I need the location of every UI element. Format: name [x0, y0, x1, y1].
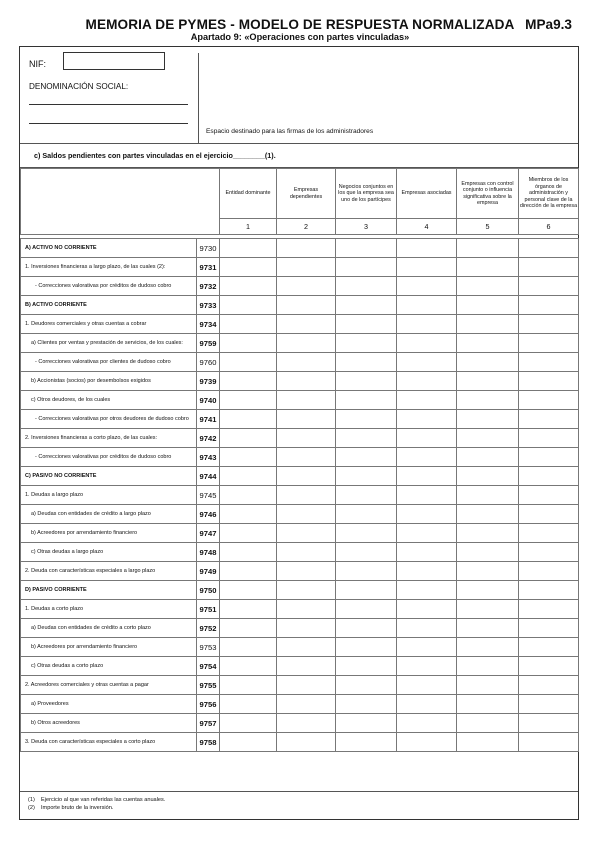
input-cell-col-5[interactable]: [457, 467, 519, 486]
input-cell-col-4[interactable]: [397, 543, 457, 562]
input-cell-col-6[interactable]: [519, 714, 579, 733]
row-label: c) Otros deudores, de los cuales: [21, 391, 197, 410]
input-cell-col-6[interactable]: [519, 239, 579, 258]
table-row: [21, 296, 579, 315]
input-cell-col-5[interactable]: [457, 239, 519, 258]
balances-table: [20, 168, 579, 752]
input-cell-col-2[interactable]: [277, 486, 336, 505]
input-cell-col-6[interactable]: [519, 505, 579, 524]
input-cell-col-3[interactable]: [336, 467, 397, 486]
table-row: [21, 714, 579, 733]
row-code: 9749: [197, 562, 220, 581]
input-cell-col-1[interactable]: [220, 581, 277, 600]
input-cell-col-3[interactable]: [336, 676, 397, 695]
table-row: [21, 391, 579, 410]
input-cell-col-1[interactable]: [220, 315, 277, 334]
input-cell-col-5[interactable]: [457, 410, 519, 429]
input-cell-col-5[interactable]: [457, 391, 519, 410]
footnote-number: (2): [28, 805, 35, 811]
input-cell-col-6[interactable]: [519, 486, 579, 505]
input-cell-col-5[interactable]: [457, 657, 519, 676]
column-header-3: Negocios conjuntos en los que la empresa sea uno de los partícipes: [336, 169, 397, 219]
input-cell-col-4[interactable]: [397, 429, 457, 448]
input-cell-col-3[interactable]: [336, 372, 397, 391]
row-label: - Correcciones valorativas por créditos de dudoso cobro: [21, 277, 197, 296]
input-cell-col-4[interactable]: [397, 676, 457, 695]
input-cell-col-4[interactable]: [397, 448, 457, 467]
input-cell-col-4[interactable]: [397, 581, 457, 600]
table-row: [21, 676, 579, 695]
footnote-text: Importe bruto de la inversión.: [41, 805, 114, 811]
denominacion-line-1[interactable]: [29, 104, 188, 105]
input-cell-col-5[interactable]: [457, 733, 519, 752]
input-cell-col-5[interactable]: [457, 315, 519, 334]
row-code: 9758: [197, 733, 220, 752]
input-cell-col-3[interactable]: [336, 277, 397, 296]
input-cell-col-5[interactable]: [457, 619, 519, 638]
input-cell-col-1[interactable]: [220, 733, 277, 752]
input-cell-col-3[interactable]: [336, 448, 397, 467]
row-code: 9753: [197, 638, 220, 657]
input-cell-col-4[interactable]: [397, 391, 457, 410]
input-cell-col-3[interactable]: [336, 391, 397, 410]
input-cell-col-2[interactable]: [277, 638, 336, 657]
input-cell-col-2[interactable]: [277, 562, 336, 581]
input-cell-col-3[interactable]: [336, 600, 397, 619]
input-cell-col-4[interactable]: [397, 733, 457, 752]
input-cell-col-2[interactable]: [277, 676, 336, 695]
input-cell-col-2[interactable]: [277, 733, 336, 752]
table-row: [21, 467, 579, 486]
input-cell-col-5[interactable]: [457, 543, 519, 562]
input-cell-col-2[interactable]: [277, 448, 336, 467]
input-cell-col-4[interactable]: [397, 277, 457, 296]
input-cell-col-3[interactable]: [336, 505, 397, 524]
input-cell-col-1[interactable]: [220, 695, 277, 714]
row-label: 1. Deudores comerciales y otras cuentas a cobrar: [21, 315, 197, 334]
input-cell-col-2[interactable]: [277, 410, 336, 429]
row-code: 9741: [197, 410, 220, 429]
input-cell-col-1[interactable]: [220, 277, 277, 296]
table-bottom-line: [20, 791, 578, 792]
row-label: 1. Inversiones financieras a largo plazo, de las cuales (2):: [21, 258, 197, 277]
column-number-1: 1: [220, 219, 277, 235]
input-cell-col-1[interactable]: [220, 334, 277, 353]
input-cell-col-2[interactable]: [277, 334, 336, 353]
input-cell-col-5[interactable]: [457, 581, 519, 600]
input-cell-col-1[interactable]: [220, 543, 277, 562]
input-cell-col-2[interactable]: [277, 619, 336, 638]
input-cell-col-4[interactable]: [397, 410, 457, 429]
input-cell-col-3[interactable]: [336, 429, 397, 448]
input-cell-col-4[interactable]: [397, 505, 457, 524]
input-cell-col-5[interactable]: [457, 524, 519, 543]
input-cell-col-4[interactable]: [397, 562, 457, 581]
input-cell-col-6[interactable]: [519, 429, 579, 448]
table-row: [21, 600, 579, 619]
input-cell-col-5[interactable]: [457, 353, 519, 372]
input-cell-col-4[interactable]: [397, 524, 457, 543]
input-cell-col-1[interactable]: [220, 714, 277, 733]
input-cell-col-2[interactable]: [277, 581, 336, 600]
input-cell-col-1[interactable]: [220, 600, 277, 619]
table-row: [21, 695, 579, 714]
nif-field[interactable]: [63, 52, 165, 70]
row-label: a) Proveedores: [21, 695, 197, 714]
input-cell-col-1[interactable]: [220, 562, 277, 581]
input-cell-col-6[interactable]: [519, 676, 579, 695]
row-label: c) Otras deudas a corto plazo: [21, 657, 197, 676]
table-row: [21, 505, 579, 524]
row-code: 9750: [197, 581, 220, 600]
input-cell-col-4[interactable]: [397, 296, 457, 315]
table-row: [21, 448, 579, 467]
row-code: 9742: [197, 429, 220, 448]
input-cell-col-5[interactable]: [457, 695, 519, 714]
input-cell-col-6[interactable]: [519, 258, 579, 277]
input-cell-col-5[interactable]: [457, 372, 519, 391]
input-cell-col-2[interactable]: [277, 315, 336, 334]
row-code: 9739: [197, 372, 220, 391]
input-cell-col-2[interactable]: [277, 695, 336, 714]
row-label: 2. Deuda con características especiales a largo plazo: [21, 562, 197, 581]
footnote-number: (1): [28, 797, 35, 803]
table-row: [21, 657, 579, 676]
row-label: 1. Deudas a largo plazo: [21, 486, 197, 505]
input-cell-col-2[interactable]: [277, 505, 336, 524]
input-cell-col-4[interactable]: [397, 467, 457, 486]
input-cell-col-6[interactable]: [519, 600, 579, 619]
column-header-5: Empresas con control conjunto o influencia significativa sobre la empresa: [457, 169, 519, 219]
row-label: b) Accionistas (socios) por desembolsos exigidos: [21, 372, 197, 391]
nif-label: NIF:: [29, 59, 46, 69]
input-cell-col-5[interactable]: [457, 277, 519, 296]
row-code: 9752: [197, 619, 220, 638]
row-code: 9740: [197, 391, 220, 410]
input-cell-col-3[interactable]: [336, 486, 397, 505]
input-cell-col-6[interactable]: [519, 391, 579, 410]
column-number-4: 4: [397, 219, 457, 235]
input-cell-col-1[interactable]: [220, 676, 277, 695]
input-cell-col-6[interactable]: [519, 353, 579, 372]
row-label: 1. Deudas a corto plazo: [21, 600, 197, 619]
table-row: [21, 372, 579, 391]
input-cell-col-5[interactable]: [457, 296, 519, 315]
row-code: 9760: [197, 353, 220, 372]
row-code: 9731: [197, 258, 220, 277]
table-row: [21, 334, 579, 353]
input-cell-col-6[interactable]: [519, 638, 579, 657]
input-cell-col-6[interactable]: [519, 296, 579, 315]
row-code: 9733: [197, 296, 220, 315]
row-label: 2. Inversiones financieras a corto plazo, de las cuales:: [21, 429, 197, 448]
input-cell-col-2[interactable]: [277, 600, 336, 619]
form-code: MPa9.3: [525, 17, 572, 32]
input-cell-col-2[interactable]: [277, 296, 336, 315]
row-code: 9746: [197, 505, 220, 524]
input-cell-col-1[interactable]: [220, 467, 277, 486]
row-label: a) Deudas con entidades de crédito a largo plazo: [21, 505, 197, 524]
table-row: [21, 258, 579, 277]
column-header-1: Entidad dominante: [220, 169, 277, 219]
table-row: [21, 581, 579, 600]
row-label: b) Acreedores por arrendamiento financiero: [21, 524, 197, 543]
row-code: 9745: [197, 486, 220, 505]
input-cell-col-3[interactable]: [336, 695, 397, 714]
input-cell-col-6[interactable]: [519, 524, 579, 543]
input-cell-col-2[interactable]: [277, 657, 336, 676]
footnotes: [28, 797, 165, 813]
column-header-6: Miembros de los órganos de administración y personal clave de la dirección de la empresa: [519, 169, 579, 219]
row-code: 9754: [197, 657, 220, 676]
row-code: 9748: [197, 543, 220, 562]
table-row: [21, 486, 579, 505]
row-label: B) ACTIVO CORRIENTE: [21, 296, 197, 315]
column-number-3: 3: [336, 219, 397, 235]
input-cell-col-6[interactable]: [519, 410, 579, 429]
row-label: D) PASIVO CORRIENTE: [21, 581, 197, 600]
input-cell-col-1[interactable]: [220, 372, 277, 391]
row-code: 9759: [197, 334, 220, 353]
input-cell-col-6[interactable]: [519, 733, 579, 752]
input-cell-col-5[interactable]: [457, 448, 519, 467]
input-cell-col-1[interactable]: [220, 429, 277, 448]
input-cell-col-3[interactable]: [336, 353, 397, 372]
id-divider: [198, 53, 199, 143]
input-cell-col-6[interactable]: [519, 543, 579, 562]
input-cell-col-6[interactable]: [519, 581, 579, 600]
table-row: [21, 353, 579, 372]
row-label: - Correcciones valorativas por créditos de dudoso cobro: [21, 448, 197, 467]
input-cell-col-3[interactable]: [336, 410, 397, 429]
input-cell-col-4[interactable]: [397, 258, 457, 277]
input-cell-col-1[interactable]: [220, 619, 277, 638]
footnote: [28, 797, 165, 803]
input-cell-col-3[interactable]: [336, 543, 397, 562]
input-cell-col-2[interactable]: [277, 239, 336, 258]
input-cell-col-5[interactable]: [457, 714, 519, 733]
row-label: 2. Acreedores comerciales y otras cuentas a pagar: [21, 676, 197, 695]
input-cell-col-2[interactable]: [277, 372, 336, 391]
input-cell-col-2[interactable]: [277, 714, 336, 733]
row-label: - Correcciones valorativas por otros deudores de dudoso cobro: [21, 410, 197, 429]
input-cell-col-1[interactable]: [220, 657, 277, 676]
input-cell-col-3[interactable]: [336, 239, 397, 258]
input-cell-col-5[interactable]: [457, 676, 519, 695]
input-cell-col-1[interactable]: [220, 486, 277, 505]
input-cell-col-2[interactable]: [277, 277, 336, 296]
footnote: [28, 805, 165, 811]
row-code: 9747: [197, 524, 220, 543]
input-cell-col-3[interactable]: [336, 296, 397, 315]
input-cell-col-5[interactable]: [457, 486, 519, 505]
input-cell-col-2[interactable]: [277, 258, 336, 277]
row-label: a) Deudas con entidades de crédito a corto plazo: [21, 619, 197, 638]
table-row: [21, 524, 579, 543]
input-cell-col-4[interactable]: [397, 315, 457, 334]
input-cell-col-1[interactable]: [220, 505, 277, 524]
input-cell-col-3[interactable]: [336, 714, 397, 733]
input-cell-col-2[interactable]: [277, 353, 336, 372]
table-row: [21, 429, 579, 448]
row-code: 9755: [197, 676, 220, 695]
row-label: - Correcciones valorativas por clientes de dudoso cobro: [21, 353, 197, 372]
row-code: 9730: [197, 239, 220, 258]
row-label: C) PASIVO NO CORRIENTE: [21, 467, 197, 486]
input-cell-col-4[interactable]: [397, 334, 457, 353]
row-label: 3. Deuda con características especiales a corto plazo: [21, 733, 197, 752]
input-cell-col-6[interactable]: [519, 334, 579, 353]
input-cell-col-1[interactable]: [220, 391, 277, 410]
column-number-5: 5: [457, 219, 519, 235]
input-cell-col-1[interactable]: [220, 638, 277, 657]
input-cell-col-1[interactable]: [220, 410, 277, 429]
table-row: [21, 543, 579, 562]
table-row: [21, 562, 579, 581]
input-cell-col-3[interactable]: [336, 562, 397, 581]
input-cell-col-2[interactable]: [277, 543, 336, 562]
column-header-row: [21, 169, 579, 219]
input-cell-col-5[interactable]: [457, 334, 519, 353]
input-cell-col-6[interactable]: [519, 562, 579, 581]
row-code: 9751: [197, 600, 220, 619]
table-row: [21, 277, 579, 296]
input-cell-col-2[interactable]: [277, 391, 336, 410]
input-cell-col-5[interactable]: [457, 562, 519, 581]
section-title: c) Saldos pendientes con partes vinculadas en el ejercicio________(1).: [34, 151, 276, 160]
input-cell-col-5[interactable]: [457, 429, 519, 448]
page-subtitle: Apartado 9: «Operaciones con partes vinculadas»: [190, 32, 410, 42]
input-cell-col-2[interactable]: [277, 429, 336, 448]
page-title: MEMORIA DE PYMES - MODELO DE RESPUESTA NORMALIZADA: [85, 17, 515, 32]
row-label: b) Otros acreedores: [21, 714, 197, 733]
firmas-label: Espacio destinado para las firmas de los administradores: [206, 128, 374, 135]
input-cell-col-3[interactable]: [336, 524, 397, 543]
input-cell-col-3[interactable]: [336, 258, 397, 277]
input-cell-col-1[interactable]: [220, 258, 277, 277]
table-row: [21, 619, 579, 638]
input-cell-col-4[interactable]: [397, 638, 457, 657]
input-cell-col-6[interactable]: [519, 448, 579, 467]
input-cell-col-6[interactable]: [519, 372, 579, 391]
input-cell-col-3[interactable]: [336, 581, 397, 600]
input-cell-col-1[interactable]: [220, 524, 277, 543]
column-number-2: 2: [277, 219, 336, 235]
input-cell-col-2[interactable]: [277, 467, 336, 486]
denominacion-line-2[interactable]: [29, 123, 188, 124]
input-cell-col-1[interactable]: [220, 296, 277, 315]
input-cell-col-4[interactable]: [397, 353, 457, 372]
input-cell-col-5[interactable]: [457, 638, 519, 657]
row-label: c) Otras deudas a largo plazo: [21, 543, 197, 562]
input-cell-col-6[interactable]: [519, 467, 579, 486]
input-cell-col-4[interactable]: [397, 714, 457, 733]
row-code: 9734: [197, 315, 220, 334]
column-header-4: Empresas asociadas: [397, 169, 457, 219]
row-label: a) Clientes por ventas y prestación de servicios, de los cuales:: [21, 334, 197, 353]
input-cell-col-6[interactable]: [519, 657, 579, 676]
input-cell-col-4[interactable]: [397, 486, 457, 505]
input-cell-col-1[interactable]: [220, 448, 277, 467]
input-cell-col-3[interactable]: [336, 657, 397, 676]
column-number-6: 6: [519, 219, 579, 235]
table-row: [21, 315, 579, 334]
input-cell-col-3[interactable]: [336, 334, 397, 353]
row-code: 9756: [197, 695, 220, 714]
table-row: [21, 410, 579, 429]
input-cell-col-1[interactable]: [220, 353, 277, 372]
input-cell-col-4[interactable]: [397, 657, 457, 676]
table-row: [21, 733, 579, 752]
row-code: 9757: [197, 714, 220, 733]
input-cell-col-5[interactable]: [457, 600, 519, 619]
input-cell-col-3[interactable]: [336, 638, 397, 657]
input-cell-col-4[interactable]: [397, 695, 457, 714]
row-label: b) Acreedores por arrendamiento financiero: [21, 638, 197, 657]
input-cell-col-6[interactable]: [519, 619, 579, 638]
input-cell-col-2[interactable]: [277, 524, 336, 543]
input-cell-col-1[interactable]: [220, 239, 277, 258]
input-cell-col-5[interactable]: [457, 505, 519, 524]
input-cell-col-4[interactable]: [397, 372, 457, 391]
row-code: 9743: [197, 448, 220, 467]
row-code: 9732: [197, 277, 220, 296]
header-blank: [21, 169, 220, 235]
denominacion-label: DENOMINACIÓN SOCIAL:: [29, 82, 129, 91]
input-cell-col-5[interactable]: [457, 258, 519, 277]
table-row: [21, 239, 579, 258]
input-cell-col-6[interactable]: [519, 277, 579, 296]
input-cell-col-3[interactable]: [336, 619, 397, 638]
input-cell-col-6[interactable]: [519, 695, 579, 714]
input-cell-col-6[interactable]: [519, 315, 579, 334]
input-cell-col-3[interactable]: [336, 733, 397, 752]
table-row: [21, 638, 579, 657]
input-cell-col-3[interactable]: [336, 315, 397, 334]
input-cell-col-4[interactable]: [397, 600, 457, 619]
id-bottom-line: [20, 143, 578, 144]
input-cell-col-4[interactable]: [397, 239, 457, 258]
footnote-text: Ejercicio al que van referidas las cuentas anuales.: [41, 797, 166, 803]
row-code: 9744: [197, 467, 220, 486]
column-header-2: Empresas dependientes: [277, 169, 336, 219]
input-cell-col-4[interactable]: [397, 619, 457, 638]
row-label: A) ACTIVO NO CORRIENTE: [21, 239, 197, 258]
